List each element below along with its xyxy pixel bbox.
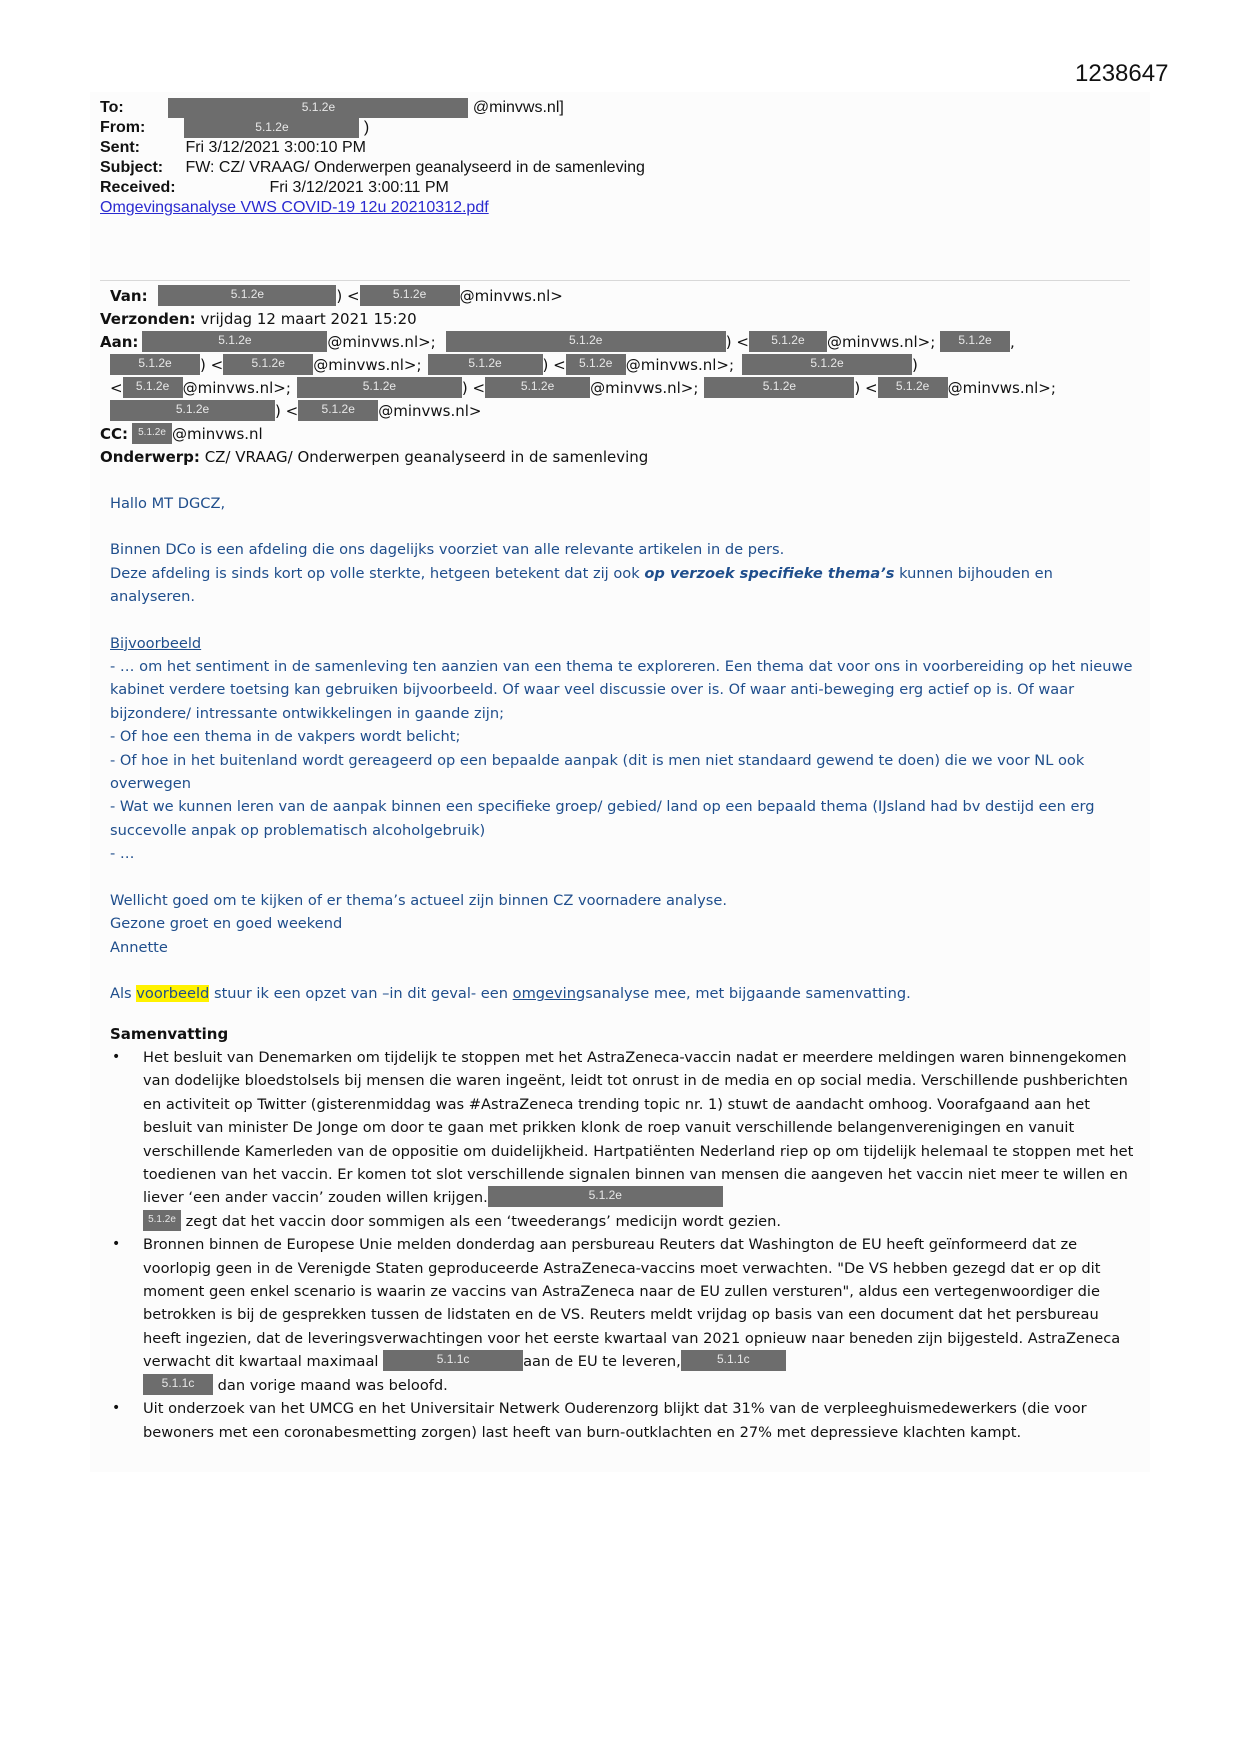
greeting: Hallo MT DGCZ, xyxy=(110,495,226,512)
closing-greeting: Gezone groet en goed weekend xyxy=(110,915,343,933)
bullet-icon: • xyxy=(112,1049,121,1065)
redaction-block: 5.1.1c xyxy=(143,1374,213,1395)
summary-section xyxy=(110,1022,1140,1444)
sent-label: Sent: xyxy=(100,139,140,156)
aan-row-4: 5.1.2e ) < 5.1.2e @minvws.nl> xyxy=(100,400,1056,423)
onderwerp-value: CZ/ VRAAG/ Onderwerpen geanalyseerd in de samenleving xyxy=(204,448,649,466)
cc-label: CC: xyxy=(100,425,129,443)
recipient-domain: @minvws.nl>; xyxy=(590,379,699,397)
summary-item xyxy=(110,1397,1140,1444)
redaction-block: 5.1.2e xyxy=(485,377,590,398)
summary-item xyxy=(110,1233,1140,1397)
bullet-icon: • xyxy=(112,1236,121,1253)
emphasis-text: op verzoek specifieke thema’s xyxy=(644,564,895,582)
subject-value: FW: CZ/ VRAAG/ Onderwerpen geanalyseerd in de samenleving xyxy=(185,159,645,176)
underlined-text: omgeving xyxy=(512,984,586,1002)
recipient-domain: @minvws.nl>; xyxy=(182,379,291,397)
redaction-block: 5.1.2e xyxy=(168,98,468,118)
message-body xyxy=(110,492,1140,1005)
redaction-block: 5.1.2e xyxy=(742,354,912,375)
text-segment: Het besluit van Denemarken om tijdelijk te stoppen met het AstraZeneca-vaccin nadat er meerdere meldingen waren binnengekomen van dodelijke bloedstolsels bij mensen die waren ingeënt, leidt tot onrust in de media en op social media. Verschillende pushberichten en activiteit op Twitter (gisterenmiddag was #AstraZeneca trending topic nr. 1) stuwt de aandacht omhoog. Voorafgaand aan het besluit van minister De Jonge om door te gaan met prikken klonk de roep vanuit verschillende belangenverenigingen en vanuit verschillende Kamerleden van de oppositie om duidelijkheid. Hartpatiënten Nederland riep op om tijdelijk helemaal te stoppen met het toedienen van het vaccin. Er komen tot slot verschillende signalen binnen van mensen die aangeven het vaccin niet meer te willen en liever ‘een ander vaccin’ zouden willen krijgen. xyxy=(143,1049,1134,1207)
verzonden-row xyxy=(100,308,1056,331)
redaction-block: 5.1.2e xyxy=(428,354,543,375)
onderwerp-label: Onderwerp: xyxy=(100,448,200,466)
recipient-domain: @minvws.nl>; xyxy=(826,333,936,351)
redaction-block: 5.1.2e xyxy=(446,331,726,352)
redaction-block: 5.1.1c xyxy=(383,1350,523,1371)
email-header xyxy=(100,98,645,218)
redaction-block: 5.1.2e xyxy=(132,423,172,444)
redaction-block: 5.1.2e xyxy=(184,118,359,138)
aan-row-1: Aan: 5.1.2e @minvws.nl>; 5.1.2e ) < 5.1.2e @minvws.nl>; 5.1.2e , xyxy=(100,333,1015,351)
example-item: - Of hoe in het buitenland wordt gereageerd op een bepaalde aanpak (dit is men niet standaard gewend te doen) die we voor NL ook overwegen xyxy=(110,751,1085,793)
cc-suffix: @minvws.nl xyxy=(172,425,263,443)
redaction-block: 5.1.2e xyxy=(488,1186,723,1207)
summary-heading: Samenvatting xyxy=(110,1025,229,1043)
example-item: - Of hoe een thema in de vakpers wordt belicht; xyxy=(110,728,461,746)
text-segment: zegt dat het vaccin door sommigen als een ‘tweederangs’ medicijn wordt gezien. xyxy=(181,1212,782,1230)
bullet-icon: • xyxy=(112,1400,121,1417)
aan-label: Aan: xyxy=(100,333,139,351)
attachment-link[interactable]: Omgevingsanalyse VWS COVID-19 12u 20210312.pdf xyxy=(100,199,489,216)
redaction-block: 5.1.2e xyxy=(878,377,948,398)
recipient-domain: @minvws.nl>; xyxy=(625,356,735,374)
received-label: Received: xyxy=(100,179,176,196)
text-segment: Bronnen binnen de Europese Unie melden donderdag aan persbureau Reuters dat Washington de EU heeft geïnformeerd dat ze voorlopig geen in de Verenigde Staten geproduceerde AstraZeneca-vaccins moet verwachten. "De VS hebben gezegd dat er op dit moment geen enkel scenario is waarin ze vaccins van AstraZeneca naar de EU zullen versturen", aldus een vertegenwoordiger die betrokken is bij de gesprekken tussen de lidstaten en de VS. Reuters meldt vrijdag op basis van een document dat het persbureau heeft ingezien, dat de leveringsverwachtingen voor het eerste kwartaal van 2021 opnieuw naar beneden zijn bijgesteld. AstraZeneca verwacht dit kwartaal maximaal xyxy=(143,1236,1121,1371)
subject-label: Subject: xyxy=(100,159,164,176)
redaction-block: 5.1.2e xyxy=(704,377,854,398)
example-item: - Wat we kunnen leren van de aanpak binnen een specifieke groep/ gebied/ land op een bepaald thema (IJsland had bv destijd een erg succevolle anpak op problematisch alcoholgebruik) xyxy=(110,798,1095,839)
from-label: From: xyxy=(100,119,146,136)
text-segment: dan vorige maand was beloofd. xyxy=(213,1376,448,1394)
recipient-domain: @minvws.nl>; xyxy=(313,356,422,374)
redaction-block: 5.1.2e xyxy=(223,354,313,375)
sent-row xyxy=(100,138,645,158)
verzonden-label: Verzonden: xyxy=(100,310,196,328)
highlighted-text: voorbeeld xyxy=(136,984,210,1002)
paragraph-1-line-2 xyxy=(110,562,1140,609)
text-segment: kunnen bijhouden en analyseren. xyxy=(110,564,1053,606)
to-label: To: xyxy=(100,99,124,116)
received-row xyxy=(100,178,645,198)
subject-row xyxy=(100,158,645,178)
redaction-block: 5.1.2e xyxy=(143,1210,181,1231)
attachment-note xyxy=(110,982,1140,1005)
sent-value: Fri 3/12/2021 3:00:10 PM xyxy=(185,139,367,156)
summary-list xyxy=(110,1046,1140,1444)
redaction-block: 5.1.2e xyxy=(142,331,327,352)
from-row xyxy=(100,118,645,138)
redaction-block: 5.1.2e xyxy=(360,285,460,306)
text-segment: Deze afdeling is sinds kort op volle sterkte, hetgeen betekent dat zij ook xyxy=(110,564,645,582)
redaction-block: 5.1.2e xyxy=(110,400,275,421)
text-segment: stuur ik een opzet van –in dit geval- een xyxy=(209,984,513,1002)
cc-row xyxy=(100,423,1056,446)
divider xyxy=(100,280,1130,281)
recipient-domain: @minvws.nl> xyxy=(378,402,482,420)
aan-row-3: < 5.1.2e @minvws.nl>; 5.1.2e ) < 5.1.2e @minvws.nl>; 5.1.2e ) < 5.1.2e @minvws.nl>; xyxy=(110,379,1056,397)
example-item: - … om het sentiment in de samenleving ten aanzien van een thema te exploreren. Een thema dat voor ons in voorbereiding op het nieuwe kabinet verdere toetsing kan gebruiken bijvoorbeeld. Of waar veel discussie over is. Of waar anti-beweging erg actief op is. Of waar bijzondere/ intressante ontwikkelingen in gaande zijn; xyxy=(110,658,1133,722)
redaction-block: 5.1.2e xyxy=(123,377,183,398)
redaction-block: 5.1.2e xyxy=(158,285,336,306)
redaction-block: 5.1.1c xyxy=(681,1350,786,1371)
paragraph-1-line-1: Binnen DCo is een afdeling die ons dagelijks voorziet van alle relevante artikelen in de pers. xyxy=(110,541,785,559)
forwarded-header xyxy=(100,285,1056,469)
text-segment: Als xyxy=(110,984,137,1002)
van-row: Van: 5.1.2e ) < 5.1.2e @minvws.nl> xyxy=(110,287,563,305)
aan-row-2: 5.1.2e ) < 5.1.2e @minvws.nl>; 5.1.2e ) < 5.1.2e @minvws.nl>; 5.1.2e ) xyxy=(100,354,1056,377)
signature: Annette xyxy=(110,938,168,956)
closing-line: Wellicht goed om te kijken of er thema’s actueel zijn binnen CZ voornadere analyse. xyxy=(110,891,727,909)
redaction-block: 5.1.2e xyxy=(749,331,827,352)
to-row xyxy=(100,98,645,118)
van-label: Van: xyxy=(110,287,148,305)
text-segment: sanalyse mee, met bijgaande samenvatting. xyxy=(585,984,911,1002)
onderwerp-row xyxy=(100,446,1056,469)
van-suffix: @minvws.nl> xyxy=(459,287,563,305)
received-value: Fri 3/12/2021 3:00:11 PM xyxy=(269,179,449,196)
example-item: - … xyxy=(110,845,135,863)
to-suffix: @minvws.nl] xyxy=(472,99,564,116)
example-heading: Bijvoorbeeld xyxy=(110,634,202,652)
redaction-block: 5.1.2e xyxy=(566,354,626,375)
recipient-domain: @minvws.nl>; xyxy=(327,333,436,351)
from-suffix: ) xyxy=(363,119,370,136)
attachment-row xyxy=(100,198,645,218)
recipient-domain: @minvws.nl>; xyxy=(947,379,1056,397)
redaction-block: 5.1.2e xyxy=(297,377,462,398)
verzonden-value: vrijdag 12 maart 2021 15:20 xyxy=(200,310,417,328)
text-segment: aan de EU te leveren, xyxy=(523,1353,681,1371)
redaction-block: 5.1.2e xyxy=(110,354,200,375)
text-segment: Uit onderzoek van het UMCG en het Universitair Netwerk Ouderenzorg blijkt dat 31% van de verpleeghuismedewerkers (die voor bewoners met een coronabesmetting zorgen) last heeft van burn-outklachten en 27% met depressieve klachten kampt. xyxy=(143,1400,1087,1441)
document-number: 1238647 xyxy=(1075,60,1169,87)
redaction-block: 5.1.2e xyxy=(940,331,1010,352)
summary-item xyxy=(110,1046,1140,1233)
redaction-block: 5.1.2e xyxy=(298,400,378,421)
